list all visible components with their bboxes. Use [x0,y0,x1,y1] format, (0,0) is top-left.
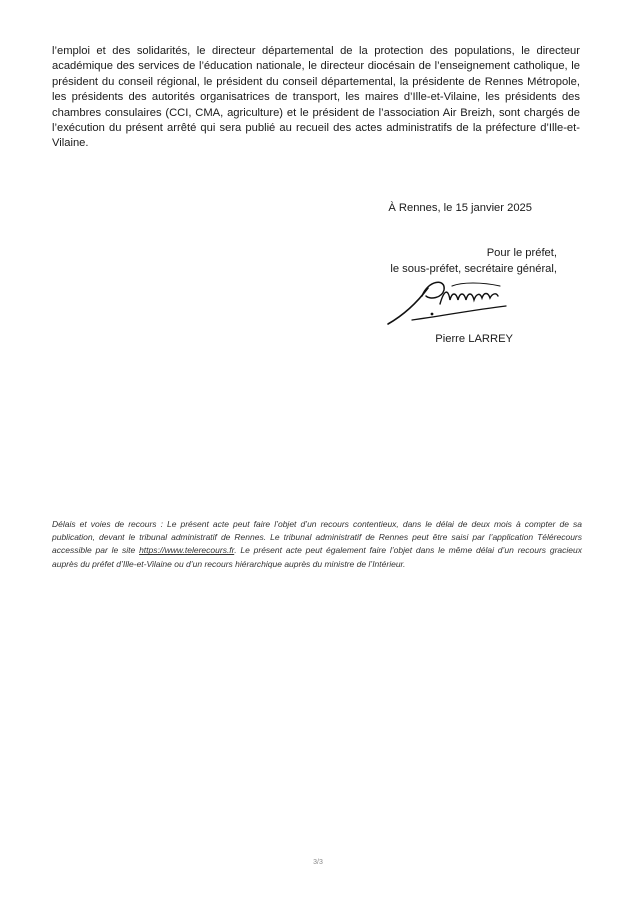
signer-name: Pierre LARREY [435,333,513,345]
recours-notice [52,518,582,571]
signature-line-prefet: Pour le préfet, [486,247,557,259]
signature-line-title: le sous-préfet, secrétaire général, [390,263,557,275]
recours-text-end: . Le présent acte peut également faire l’objet dans le même délai d’un recours gracieux auprès du préfet d’Ille-et-Vilaine ou d’un recours hiérarchique auprès du ministre de l’Intérieur. [52,545,582,569]
recours-text-start: Délais et voies de recours : Le présent acte peut faire l’objet d’un recours contentieux, dans le délai de deux mois à compter de sa publication, devant le tribunal administratif de Rennes. Le tribunal administratif de Rennes peut être saisi par l’application Télérecours accessible par le site [52,519,582,556]
page-number: 3/3 [313,859,323,866]
date-line: À Rennes, le 15 janvier 2025 [388,202,532,214]
closing-paragraph: l’emploi et des solidarités, le directeur départemental de la protection des populations, le directeur académique des services de l’éducation nationale, le directeur diocésain de l’enseignement catholique, le président du conseil régional, le président du conseil départemental, la présidente de Rennes Métropole, les présidents des autorités organisatrices de transport, les maires d’Ille-et-Vilaine, les présidents des chambres consulaires (CCI, CMA, agriculture) et le président de l’association Air Breizh, sont chargés de l’exécution du présent arrêté qui sera publié au recueil des actes administratifs de la préfecture d’Ille-et-Vilaine. [52,45,580,150]
handwritten-signature [382,270,512,330]
telerecours-link[interactable]: https://www.telerecours.fr [139,545,235,556]
